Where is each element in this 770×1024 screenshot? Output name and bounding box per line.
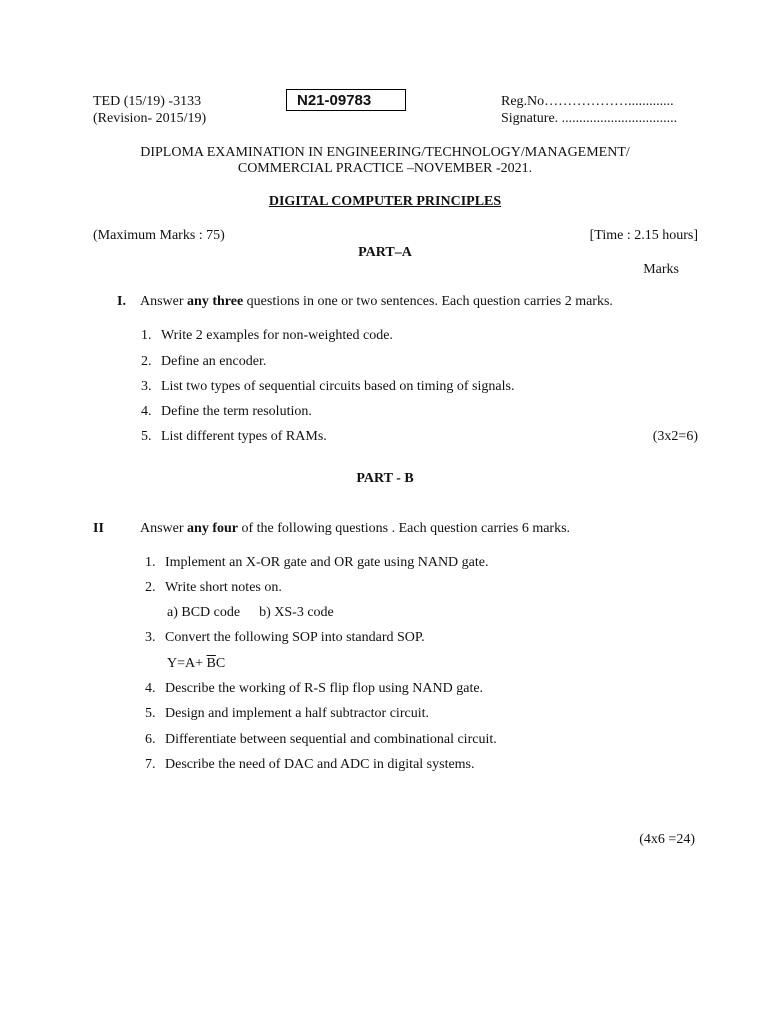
- question-number: 2.: [141, 354, 152, 369]
- expression-complement: $\overline{B}$: [206, 656, 216, 671]
- question-text: List two types of sequential circuits based on timing of signals.: [161, 379, 515, 394]
- instruction-text: of the following questions . Each question carries 6 marks.: [238, 521, 571, 536]
- instruction-emphasis: any three: [187, 294, 244, 309]
- question-number: 4.: [141, 404, 152, 419]
- exam-title-line1: DIPLOMA EXAMINATION IN ENGINEERING/TECHNOLOGY/MANAGEMENT/: [140, 145, 630, 160]
- question-number: 5.: [145, 706, 156, 721]
- question-item: [141, 404, 312, 420]
- sub-question-b: b) XS-3 code: [259, 605, 334, 620]
- instruction-text: questions in one or two sentences. Each question carries 2 marks.: [243, 294, 613, 309]
- question-item: [145, 580, 282, 596]
- question-number: 5.: [141, 429, 152, 444]
- expression-part: C: [215, 656, 226, 671]
- question-text: Design and implement a half subtractor circuit.: [165, 706, 429, 721]
- scheme-code: TED (15/19) -3133: [93, 94, 202, 109]
- signature-field: Signature. .................................: [501, 111, 678, 126]
- question-text: Write short notes on.: [165, 580, 282, 595]
- max-marks: (Maximum Marks : 75): [93, 228, 225, 243]
- question-text: Differentiate between sequential and combinational circuit.: [165, 732, 497, 747]
- section-ii-number: II: [93, 521, 104, 536]
- question-number: 6.: [145, 732, 156, 747]
- section-i-number: I.: [117, 294, 126, 309]
- instruction-emphasis: any four: [187, 521, 238, 536]
- question-text: Define an encoder.: [161, 354, 267, 369]
- sub-question-a: a) BCD code: [167, 605, 241, 620]
- instruction-text: Answer: [140, 294, 188, 309]
- instruction-text: Answer: [140, 521, 188, 536]
- question-text: Write 2 examples for non-weighted code.: [161, 328, 393, 343]
- question-paper-code: N21-09783: [286, 89, 406, 111]
- part-a-title: PART–A: [358, 245, 412, 260]
- question-number: 3.: [145, 630, 156, 645]
- question-text: Convert the following SOP into standard SOP.: [165, 630, 425, 645]
- question-number: 2.: [145, 580, 156, 595]
- question-item: [141, 379, 514, 395]
- question-text: List different types of RAMs.: [161, 429, 327, 444]
- question-item: [145, 757, 475, 773]
- part-b-instruction: [140, 521, 570, 537]
- question-item: [145, 630, 425, 646]
- question-number: 1.: [145, 555, 156, 570]
- part-a-total-marks: (3x2=6): [652, 429, 698, 444]
- subject-title: DIGITAL COMPUTER PRINCIPLES: [268, 194, 502, 209]
- reg-no-field: Reg.No……………….............: [501, 94, 674, 109]
- question-number: 3.: [141, 379, 152, 394]
- question-text: Describe the need of DAC and ADC in digital systems.: [165, 757, 475, 772]
- expression-part: Y=A+: [167, 656, 207, 671]
- question-item: [141, 328, 393, 344]
- question-item: [145, 706, 429, 722]
- question-text: Implement an X-OR gate and OR gate using NAND gate.: [165, 555, 489, 570]
- part-b-title: PART - B: [356, 471, 414, 486]
- part-b-total-marks: (4x6 =24): [639, 832, 695, 847]
- question-text: Define the term resolution.: [161, 404, 312, 419]
- revision-text: (Revision- 2015/19): [93, 111, 207, 126]
- question-item: [145, 555, 488, 571]
- part-a-instruction: [140, 294, 613, 310]
- question-item: [145, 681, 483, 697]
- question-item: [145, 732, 497, 748]
- question-number: 4.: [145, 681, 156, 696]
- question-text: Describe the working of R-S flip flop using NAND gate.: [165, 681, 484, 696]
- question-item: [141, 354, 266, 370]
- marks-label: Marks: [643, 262, 679, 277]
- exam-time: [Time : 2.15 hours]: [589, 228, 698, 243]
- sop-expression: [167, 656, 225, 672]
- question-number: 7.: [145, 757, 156, 772]
- question-item: [141, 429, 327, 445]
- exam-title-line2: COMMERCIAL PRACTICE –NOVEMBER -2021.: [237, 161, 533, 176]
- question-number: 1.: [141, 328, 152, 343]
- sub-question-line: [167, 605, 334, 621]
